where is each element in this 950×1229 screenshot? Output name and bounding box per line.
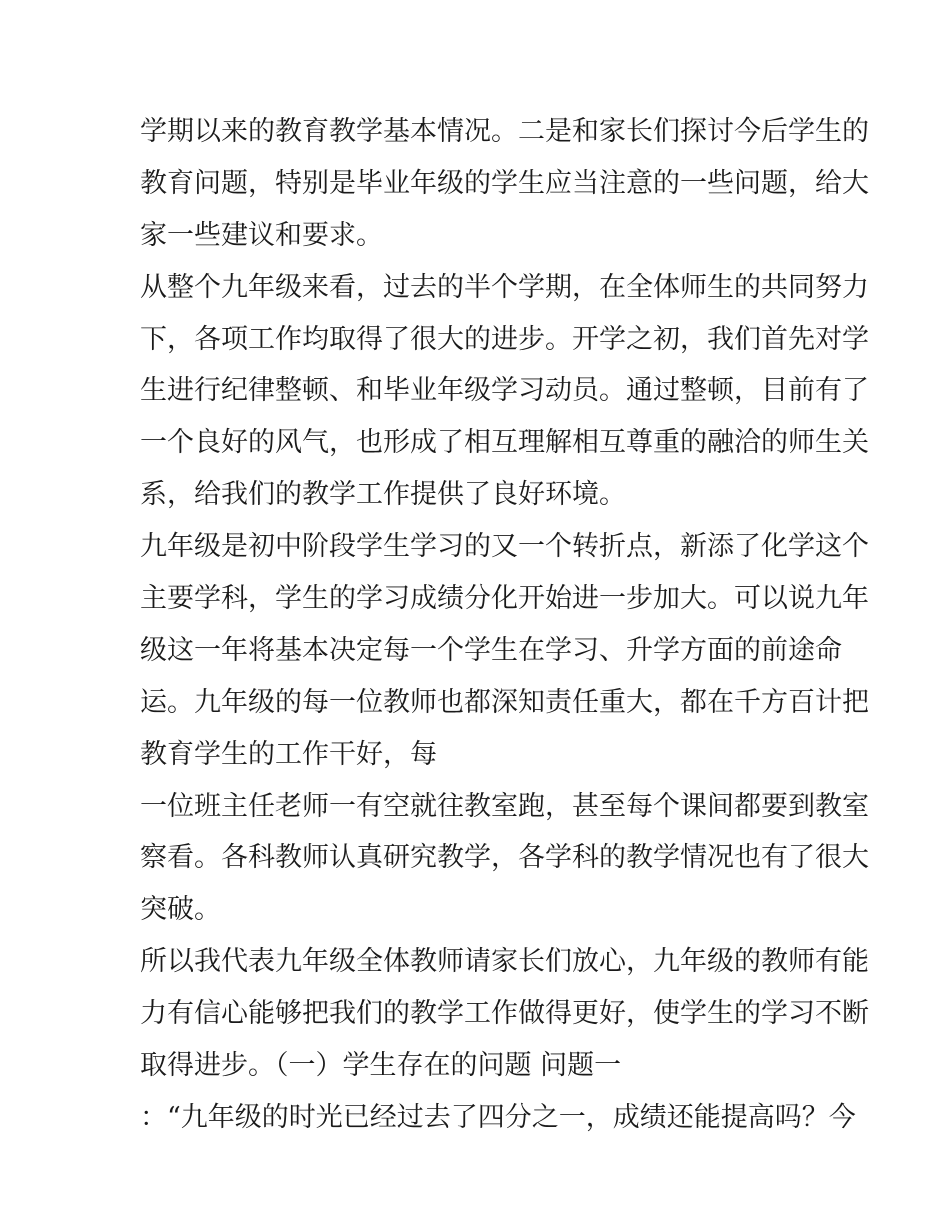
text-line: ：“九年级的时光已经过去了四分之一，成绩还能提高吗？今 [140, 1101, 856, 1133]
text-line: 力有信心能够把我们的教学工作做得更好，使学生的学习不断 [140, 998, 869, 1030]
text-line: 所以我代表九年级全体教师请家长们放心，九年级的教师有能 [140, 946, 869, 978]
text-line: 察看。各科教师认真研究教学，各学科的教学情况也有了很大 [140, 842, 869, 874]
text-line: 运。九年级的每一位教师也都深知责任重大，都在千方百计把 [140, 686, 869, 718]
text-line: 下，各项工作均取得了很大的进步。开学之初，我们首先对学 [140, 323, 869, 355]
text-line: 学期以来的教育教学基本情况。二是和家长们探讨今后学生的 [140, 116, 869, 147]
text-line: 系，给我们的教学工作提供了良好环境。 [140, 479, 626, 511]
text-line: 一个良好的风气，也形成了相互理解相互尊重的融洽的师生关 [140, 427, 869, 459]
text-line: 一位班主任老师一有空就往教室跑，甚至每个课间都要到教室 [140, 790, 869, 822]
text-line: 从整个九年级来看，过去的半个学期，在全体师生的共同努力 [140, 271, 869, 303]
text-line: 主要学科，学生的学习成绩分化开始进一步加大。可以说九年 [140, 583, 869, 615]
text-line: 教育学生的工作干好，每 [140, 738, 437, 770]
text-line: 家一些建议和要求。 [140, 219, 383, 251]
text-line: 教育问题，特别是毕业年级的学生应当注意的一些问题，给大 [140, 167, 869, 199]
text-line: 突破。 [140, 894, 221, 926]
text-line: 取得进步。（一）学生存在的问题 问题一 [140, 1050, 622, 1082]
text-line: 级这一年将基本决定每一个学生在学习、升学方面的前途命 [140, 634, 842, 666]
text-line: 生进行纪律整顿、和毕业年级学习动员。通过整顿，目前有了 [140, 375, 869, 407]
text-line: 九年级是初中阶段学生学习的又一个转折点，新添了化学这个 [140, 531, 869, 563]
document-body [140, 106, 869, 1144]
